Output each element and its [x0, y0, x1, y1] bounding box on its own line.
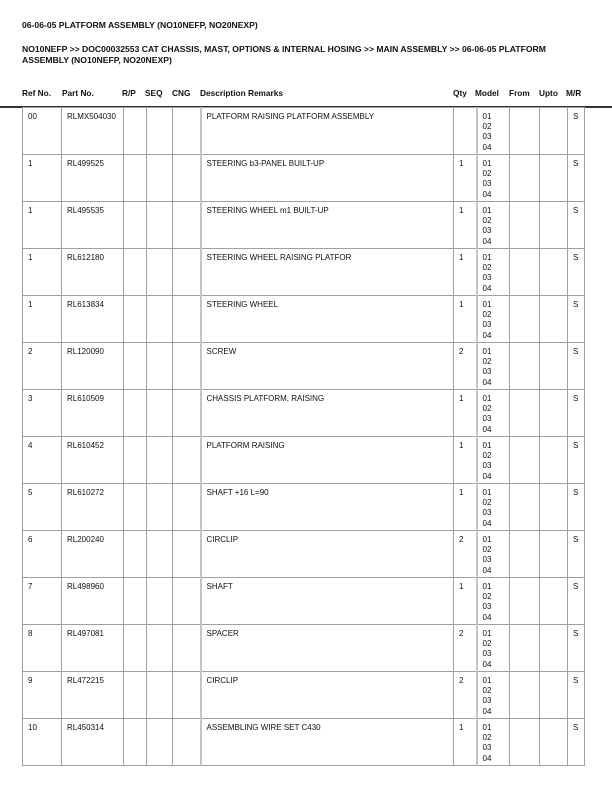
cell-rp: [124, 719, 147, 766]
cell-seq: [147, 437, 173, 484]
cell-rp: [124, 625, 147, 672]
cell-ref: 4: [23, 437, 62, 484]
cell-mr: S: [568, 625, 585, 672]
cell-from: [510, 578, 540, 625]
cell-from: [510, 155, 540, 202]
cell-model: 01 02 03 04: [477, 578, 510, 625]
cell-upto: [540, 249, 568, 296]
cell-rp: [124, 437, 147, 484]
table-row: [23, 719, 585, 766]
cell-ref: 6: [23, 531, 62, 578]
cell-desc: PLATFORM RAISING: [201, 437, 454, 484]
cell-upto: [540, 296, 568, 343]
table-row: [23, 672, 585, 719]
cell-part: RL612180: [62, 249, 124, 296]
cell-qty: 1: [454, 719, 477, 766]
cell-from: [510, 249, 540, 296]
cell-seq: [147, 390, 173, 437]
cell-cng: [173, 390, 201, 437]
cell-from: [510, 672, 540, 719]
table-row: [23, 484, 585, 531]
cell-cng: [173, 531, 201, 578]
cell-upto: [540, 202, 568, 249]
cell-cng: [173, 484, 201, 531]
cell-mr: S: [568, 578, 585, 625]
cell-desc: ASSEMBLING WIRE SET C430: [201, 719, 454, 766]
cell-desc: STEERING b3-PANEL BUILT-UP: [201, 155, 454, 202]
cell-ref: 10: [23, 719, 62, 766]
cell-part: RL497081: [62, 625, 124, 672]
table-row: [23, 578, 585, 625]
cell-from: [510, 719, 540, 766]
cell-model: 01 02 03 04: [477, 108, 510, 155]
cell-rp: [124, 108, 147, 155]
cell-desc: SHAFT +16 L=90: [201, 484, 454, 531]
cell-mr: S: [568, 108, 585, 155]
cell-qty: 1: [454, 202, 477, 249]
cell-rp: [124, 202, 147, 249]
cell-upto: [540, 108, 568, 155]
cell-seq: [147, 625, 173, 672]
header-part: Part No.: [62, 88, 94, 98]
cell-cng: [173, 672, 201, 719]
header-upto: Upto: [539, 88, 558, 98]
table-row: [23, 437, 585, 484]
cell-upto: [540, 155, 568, 202]
cell-part: RL450314: [62, 719, 124, 766]
cell-qty: 2: [454, 343, 477, 390]
table-header: [0, 88, 612, 100]
cell-qty: 2: [454, 625, 477, 672]
cell-model: 01 02 03 04: [477, 531, 510, 578]
cell-cng: [173, 437, 201, 484]
cell-rp: [124, 531, 147, 578]
cell-qty: 1: [454, 296, 477, 343]
cell-part: RL200240: [62, 531, 124, 578]
cell-mr: S: [568, 437, 585, 484]
cell-desc: STEERING WHEEL m1 BUILT-UP: [201, 202, 454, 249]
cell-seq: [147, 578, 173, 625]
table-row: [23, 108, 585, 155]
cell-ref: 1: [23, 155, 62, 202]
cell-model: 01 02 03 04: [477, 296, 510, 343]
cell-qty: 2: [454, 531, 477, 578]
cell-ref: 7: [23, 578, 62, 625]
cell-cng: [173, 249, 201, 296]
cell-seq: [147, 296, 173, 343]
table-row: [23, 343, 585, 390]
cell-qty: 2: [454, 672, 477, 719]
cell-qty: 1: [454, 249, 477, 296]
cell-from: [510, 484, 540, 531]
cell-rp: [124, 155, 147, 202]
cell-cng: [173, 719, 201, 766]
table-row: [23, 155, 585, 202]
cell-from: [510, 343, 540, 390]
table-row: [23, 390, 585, 437]
parts-table: [22, 107, 585, 766]
cell-desc: CIRCLIP: [201, 672, 454, 719]
cell-from: [510, 202, 540, 249]
cell-model: 01 02 03 04: [477, 249, 510, 296]
breadcrumb: NO10NEFP >> DOC00032553 CAT CHASSIS, MAST, OPTIONS & INTERNAL HOSING >> MAIN ASSEMBLY >> 06-06-05 PLATFORM ASSEMBLY (NO10NEFP, NO20NEXP): [22, 44, 546, 65]
cell-part: RLMX504030: [62, 108, 124, 155]
cell-ref: 3: [23, 390, 62, 437]
cell-upto: [540, 625, 568, 672]
cell-model: 01 02 03 04: [477, 719, 510, 766]
header-from: From: [509, 88, 530, 98]
cell-desc: STEERING WHEEL: [201, 296, 454, 343]
cell-seq: [147, 202, 173, 249]
cell-from: [510, 296, 540, 343]
cell-desc: PLATFORM RAISING PLATFORM ASSEMBLY: [201, 108, 454, 155]
cell-cng: [173, 155, 201, 202]
cell-part: RL495535: [62, 202, 124, 249]
cell-from: [510, 625, 540, 672]
cell-part: RL499525: [62, 155, 124, 202]
cell-part: RL610509: [62, 390, 124, 437]
table-row: [23, 202, 585, 249]
cell-ref: 1: [23, 249, 62, 296]
cell-mr: S: [568, 390, 585, 437]
cell-part: RL120090: [62, 343, 124, 390]
cell-qty: 1: [454, 437, 477, 484]
cell-seq: [147, 249, 173, 296]
table-row: [23, 625, 585, 672]
cell-cng: [173, 578, 201, 625]
cell-seq: [147, 531, 173, 578]
cell-part: RL610452: [62, 437, 124, 484]
cell-ref: 1: [23, 202, 62, 249]
cell-ref: 1: [23, 296, 62, 343]
header-desc: Description Remarks: [200, 88, 284, 98]
cell-cng: [173, 296, 201, 343]
cell-mr: S: [568, 155, 585, 202]
cell-rp: [124, 578, 147, 625]
cell-upto: [540, 390, 568, 437]
cell-model: 01 02 03 04: [477, 155, 510, 202]
cell-desc: STEERING WHEEL RAISING PLATFOR: [201, 249, 454, 296]
cell-seq: [147, 155, 173, 202]
cell-qty: 1: [454, 484, 477, 531]
cell-ref: 8: [23, 625, 62, 672]
cell-mr: S: [568, 249, 585, 296]
cell-rp: [124, 484, 147, 531]
cell-upto: [540, 343, 568, 390]
cell-desc: SCREW: [201, 343, 454, 390]
cell-mr: S: [568, 719, 585, 766]
cell-upto: [540, 719, 568, 766]
cell-desc: SPACER: [201, 625, 454, 672]
cell-from: [510, 437, 540, 484]
cell-desc: CHASSIS PLATFORM, RAISING: [201, 390, 454, 437]
cell-cng: [173, 108, 201, 155]
header-qty: Qty: [453, 88, 467, 98]
cell-cng: [173, 202, 201, 249]
header-mr: M/R: [566, 88, 582, 98]
cell-model: 01 02 03 04: [477, 484, 510, 531]
cell-model: 01 02 03 04: [477, 202, 510, 249]
cell-seq: [147, 484, 173, 531]
cell-desc: CIRCLIP: [201, 531, 454, 578]
cell-seq: [147, 672, 173, 719]
cell-seq: [147, 343, 173, 390]
table-row: [23, 531, 585, 578]
cell-model: 01 02 03 04: [477, 672, 510, 719]
header-rp: R/P: [122, 88, 136, 98]
cell-from: [510, 531, 540, 578]
cell-mr: S: [568, 531, 585, 578]
cell-ref: 2: [23, 343, 62, 390]
cell-mr: S: [568, 343, 585, 390]
cell-ref: 5: [23, 484, 62, 531]
page-title: 06-06-05 PLATFORM ASSEMBLY (NO10NEFP, NO20NEXP): [22, 20, 258, 30]
header-seq: SEQ: [145, 88, 163, 98]
cell-mr: S: [568, 202, 585, 249]
cell-qty: 1: [454, 155, 477, 202]
cell-seq: [147, 108, 173, 155]
cell-model: 01 02 03 04: [477, 625, 510, 672]
cell-cng: [173, 625, 201, 672]
cell-ref: 9: [23, 672, 62, 719]
cell-part: RL472215: [62, 672, 124, 719]
cell-model: 01 02 03 04: [477, 390, 510, 437]
cell-upto: [540, 484, 568, 531]
cell-part: RL610272: [62, 484, 124, 531]
cell-upto: [540, 672, 568, 719]
cell-mr: S: [568, 484, 585, 531]
cell-qty: [454, 108, 477, 155]
cell-ref: 00: [23, 108, 62, 155]
cell-upto: [540, 531, 568, 578]
cell-model: 01 02 03 04: [477, 343, 510, 390]
cell-from: [510, 108, 540, 155]
cell-upto: [540, 578, 568, 625]
header-cng: CNG: [172, 88, 191, 98]
cell-from: [510, 390, 540, 437]
cell-part: RL613834: [62, 296, 124, 343]
cell-rp: [124, 672, 147, 719]
cell-seq: [147, 719, 173, 766]
cell-mr: S: [568, 672, 585, 719]
cell-mr: S: [568, 296, 585, 343]
cell-rp: [124, 296, 147, 343]
cell-qty: 1: [454, 390, 477, 437]
header-ref: Ref No.: [22, 88, 52, 98]
cell-part: RL498960: [62, 578, 124, 625]
cell-model: 01 02 03 04: [477, 437, 510, 484]
cell-upto: [540, 437, 568, 484]
cell-cng: [173, 343, 201, 390]
cell-desc: SHAFT: [201, 578, 454, 625]
cell-rp: [124, 390, 147, 437]
cell-rp: [124, 249, 147, 296]
header-model: Model: [475, 88, 499, 98]
table-row: [23, 249, 585, 296]
table-row: [23, 296, 585, 343]
cell-rp: [124, 343, 147, 390]
cell-qty: 1: [454, 578, 477, 625]
